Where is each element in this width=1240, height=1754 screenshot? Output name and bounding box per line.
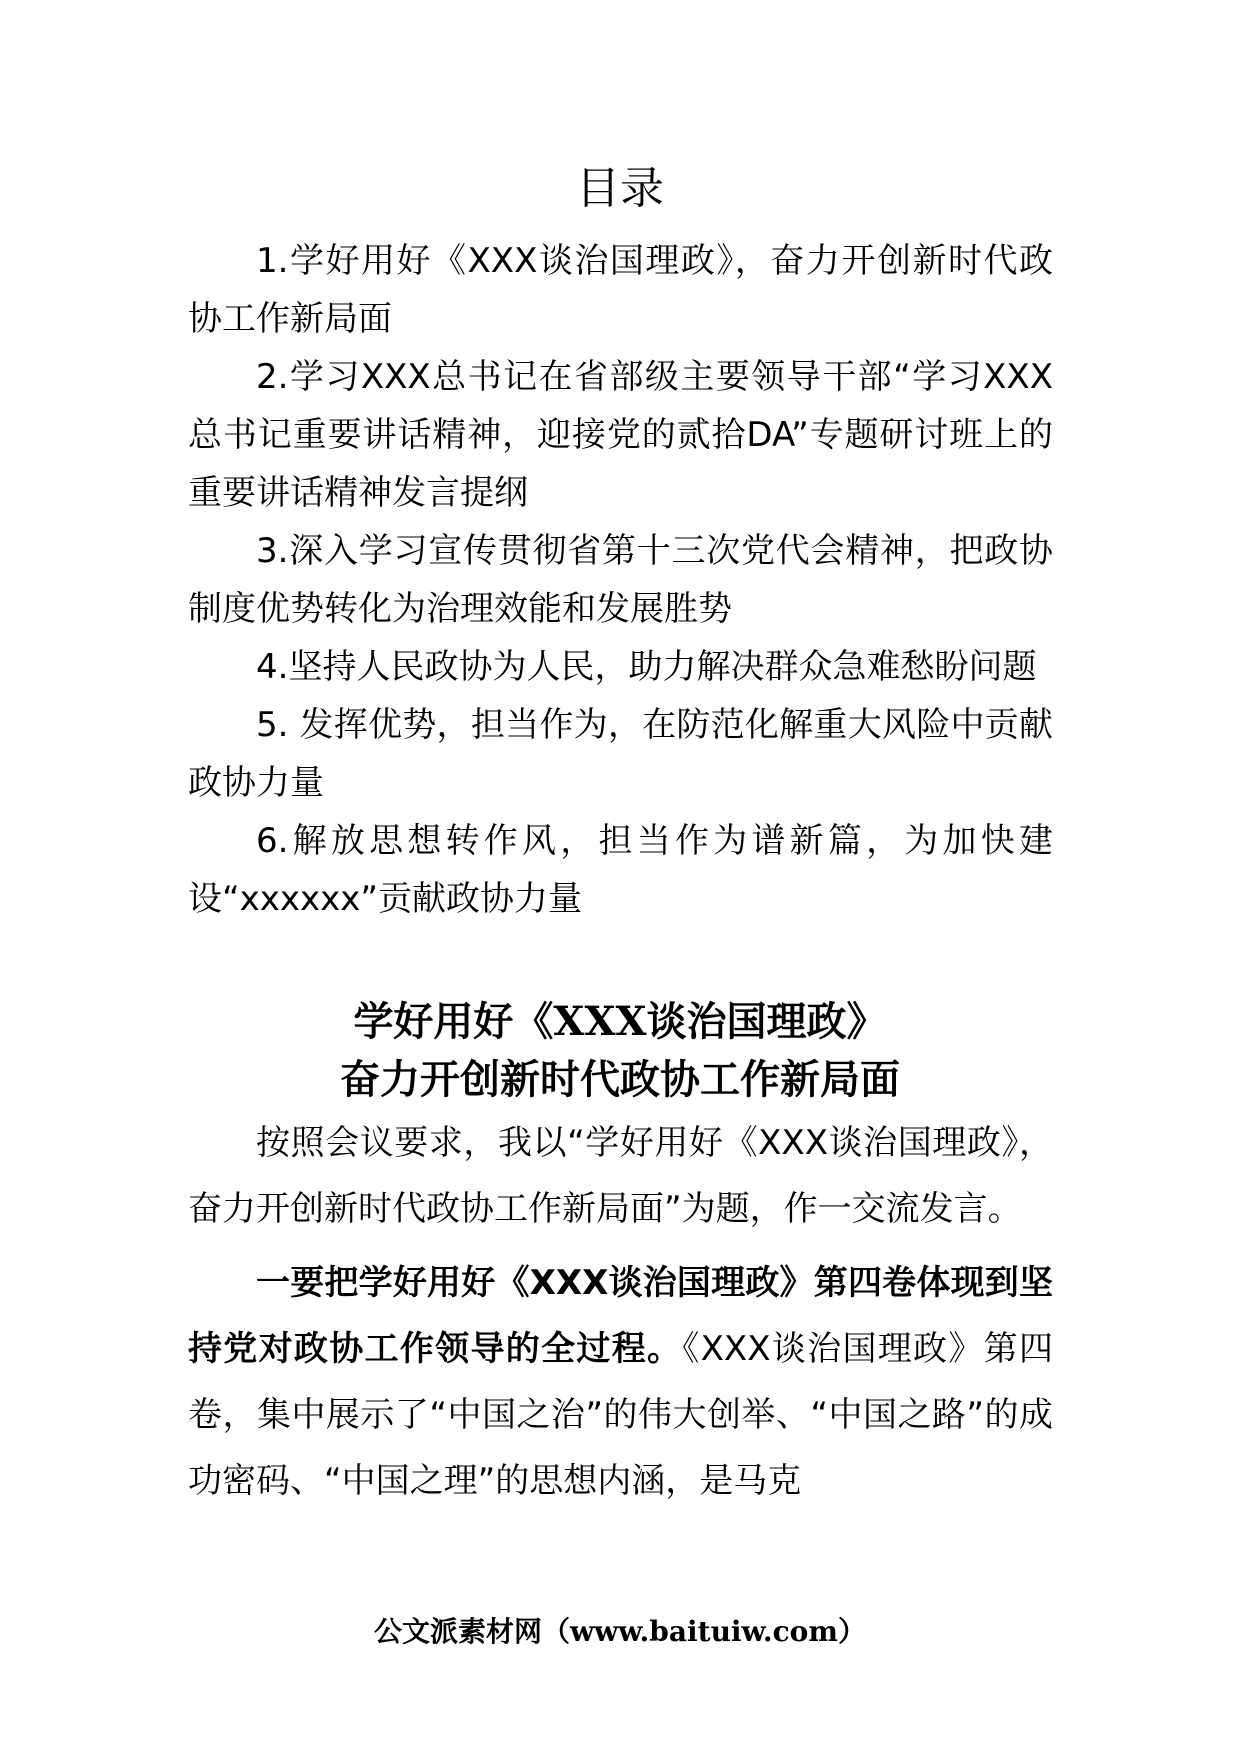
article-title-line-1: 学好用好《XXX谈治国理政》	[353, 998, 887, 1045]
table-of-contents	[188, 232, 1053, 928]
article-title-line-2: 奋力开创新时代政协工作新局面	[340, 1056, 900, 1103]
intro-paragraph: 按照会议要求，我以“学好用好《XXX谈治国理政》，奋力开创新时代政协工作新局面”为题，作一交流发言。	[188, 1123, 1053, 1229]
point-1-text: 《XXX谈治国理政》第四卷，集中展示了“中国之治”的伟大创举、“中国之路”的成功密码、“中国之理”的思想内涵，是马克	[188, 1329, 1053, 1501]
point-1-heading: 一要把学好用好《XXX谈治国理政》第四卷体现到坚持党对政协工作领导的全过程。	[188, 1263, 1053, 1369]
footer-watermark: 公文派素材网（www.baituiw.com）	[374, 1615, 866, 1648]
point-1-paragraph	[188, 1250, 1053, 1514]
toc-item-1: 1.学好用好《XXX谈治国理政》，奋力开创新时代政协工作新局面	[188, 241, 1053, 339]
article-title	[0, 993, 1240, 1109]
toc-title: 目录	[576, 163, 664, 214]
toc-item-6: 6.解放思想转作风，担当作为谱新篇，为加快建设“xxxxxx”贡献政协力量	[188, 821, 1053, 919]
toc-item-5: 5. 发挥优势，担当作为，在防范化解重大风险中贡献政协力量	[188, 705, 1053, 803]
toc-item-2: 2.学习XXX总书记在省部级主要领导干部“学习XXX总书记重要讲话精神，迎接党的贰拾DA”专题研讨班上的重要讲话精神发言提纲	[188, 357, 1053, 513]
toc-item-4: 4.坚持人民政协为人民，助力解决群众急难愁盼问题	[256, 647, 1037, 687]
toc-item-3: 3.深入学习宣传贯彻省第十三次党代会精神，把政协制度优势转化为治理效能和发展胜势	[188, 531, 1053, 629]
article-body	[188, 1110, 1053, 1514]
